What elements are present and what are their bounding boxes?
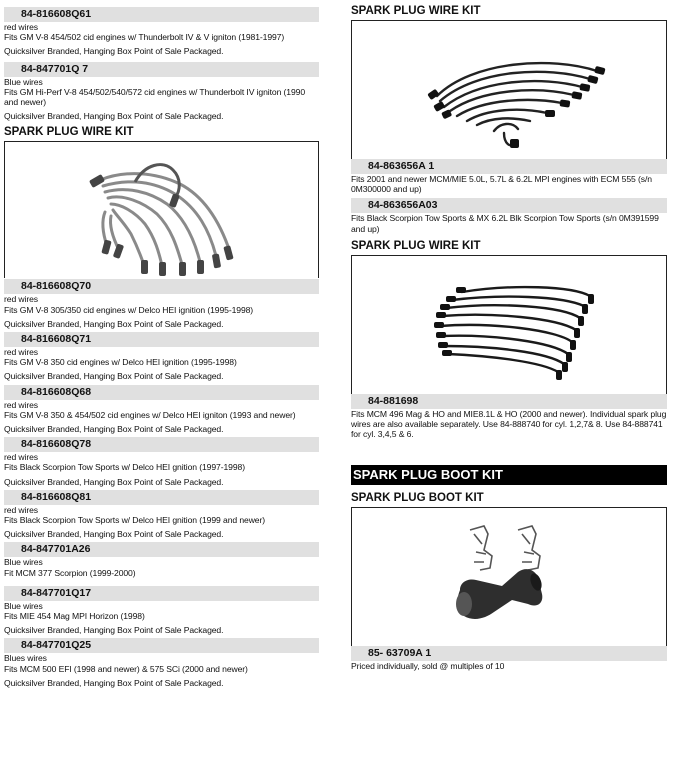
wire-color: red wires — [4, 399, 38, 410]
fitment-text: Fits Black Scorpion Tow Sports w/ Delco HEI gnition (1997-1998) — [4, 462, 245, 473]
kit-title: SPARK PLUG BOOT KIT — [351, 491, 667, 508]
fitment-text: Fits MCM 500 EFI (1998 and newer) & 575 SCi (2000 and newer) — [4, 663, 248, 674]
part-number: 84-816608Q81 — [4, 490, 319, 505]
product-block — [351, 198, 667, 233]
part-number: 84-847701Q25 — [4, 638, 319, 653]
packaging-text: Quicksilver Branded, Hanging Box Point of Sale Packaged. — [4, 529, 224, 540]
packaging-text: Quicksilver Branded, Hanging Box Point of Sale Packaged. — [4, 625, 224, 636]
part-number: 84-816608Q61 — [4, 7, 319, 22]
fitment-text: Fits GM V-8 305/350 cid engines w/ Delco HEI ignition (1995-1998) — [4, 304, 254, 315]
spark-plug-wires-illustration — [352, 21, 667, 159]
product-block — [351, 394, 667, 440]
packaging-text: Quicksilver Branded, Hanging Box Point of Sale Packaged. — [4, 677, 224, 688]
fitment-text: Fits MIE 454 Mag MPI Horizon (1998) — [4, 611, 145, 622]
fitment-text: Fit MCM 377 Scorpion (1999-2000) — [4, 567, 136, 578]
packaging-text: Quicksilver Branded, Hanging Box Point of Sale Packaged. — [4, 318, 224, 329]
spark-plug-boot-illustration — [352, 508, 667, 646]
fitment-text: Fits GM V-8 350 & 454/502 cid engines w/ Delco HEI igniton (1993 and newer) — [4, 409, 296, 420]
part-number: 84-863656A 1 — [351, 159, 667, 174]
part-number: 84-847701Q17 — [4, 586, 319, 601]
part-number: 84-847701Q 7 — [4, 62, 319, 77]
product-block — [4, 638, 319, 688]
boot-kit-image — [351, 508, 667, 646]
kit-title: SPARK PLUG WIRE KIT — [351, 239, 667, 256]
fitment-text: Fits GM Hi-Perf V-8 454/502/540/572 cid engines w/ Thunderbolt IV igniton (1990 and newer) — [4, 86, 306, 108]
wire-color: Blue wires — [4, 557, 43, 568]
pricing-note: Priced individually, sold @ multiples of 10 — [351, 661, 505, 672]
product-block — [4, 490, 319, 540]
product-block — [4, 385, 319, 435]
wire-color: red wires — [4, 22, 38, 32]
part-number: 84-863656A03 — [351, 198, 667, 213]
product-block — [4, 7, 319, 57]
product-block — [4, 586, 319, 636]
wire-color: red wires — [4, 452, 38, 463]
part-number: 84-816608Q71 — [4, 332, 319, 347]
fitment-text: Fits Black Scorpion Tow Sports & MX 6.2L Blk Scorpion Tow Sports (s/n 0M391599 and up) — [351, 213, 659, 234]
packaging-text: Quicksilver Branded, Hanging Box Point of Sale Packaged. — [4, 46, 224, 57]
spark-plug-wires-illustration — [5, 142, 319, 278]
part-number: 84-816608Q70 — [4, 279, 319, 294]
product-block — [351, 646, 667, 671]
right-column — [351, 0, 667, 672]
product-block — [4, 62, 319, 122]
product-block — [4, 332, 319, 382]
wire-color: Blue wires — [4, 600, 43, 611]
wire-color: red wires — [4, 294, 38, 305]
packaging-text: Quicksilver Branded, Hanging Box Point of Sale Packaged. — [4, 424, 224, 435]
product-block — [351, 159, 667, 194]
fitment-text: Fits Black Scorpion Tow Sports w/ Delco HEI gnition (1999 and newer) — [4, 515, 266, 526]
fitment-text: Fits GM V-8 454/502 cid engines w/ Thunderbolt IV & V igniton (1981-1997) — [4, 32, 285, 43]
section-header: SPARK PLUG BOOT KIT — [351, 465, 667, 485]
wire-color: Blues wires — [4, 653, 47, 664]
part-number: 85- 63709A 1 — [351, 646, 667, 661]
wire-color: Blue wires — [4, 76, 43, 87]
fitment-text: Fits MCM 496 Mag & HO and MIE8.1L & HO (2000 and newer). Individual spark plug wires are also available separately. Use 84-888740 for cyl. 1,2,7& 8. Use 84-888741 for cyl. 3,4,5 & 6. — [351, 408, 667, 440]
part-number: 84-847701A26 — [4, 542, 319, 557]
product-block — [4, 542, 319, 577]
fitment-text: Fits GM V-8 350 cid engines w/ Delco HEI ignition (1995-1998) — [4, 357, 237, 368]
product-block — [4, 437, 319, 487]
packaging-text: Quicksilver Branded, Hanging Box Point of Sale Packaged. — [4, 111, 224, 122]
product-list — [4, 279, 319, 688]
spark-plug-wires-illustration — [352, 256, 667, 394]
wire-color: red wires — [4, 504, 38, 515]
part-number: 84-816608Q68 — [4, 385, 319, 400]
wire-kit-image — [4, 142, 319, 278]
part-number: 84-881698 — [351, 394, 667, 409]
wire-kit-image — [351, 256, 667, 394]
product-block — [4, 279, 319, 329]
packaging-text: Quicksilver Branded, Hanging Box Point of Sale Packaged. — [4, 371, 224, 382]
left-column — [4, 0, 319, 688]
packaging-text: Quicksilver Branded, Hanging Box Point of Sale Packaged. — [4, 476, 224, 487]
wire-color: red wires — [4, 347, 38, 358]
part-number: 84-816608Q78 — [4, 437, 319, 452]
wire-kit-image — [351, 21, 667, 159]
kit-title: SPARK PLUG WIRE KIT — [4, 125, 319, 142]
kit-title: SPARK PLUG WIRE KIT — [351, 4, 667, 21]
fitment-text: Fits 2001 and newer MCM/MIE 5.0L, 5.7L & 6.2L MPI engines with ECM 555 (s/n 0M300000 and up) — [351, 174, 652, 195]
